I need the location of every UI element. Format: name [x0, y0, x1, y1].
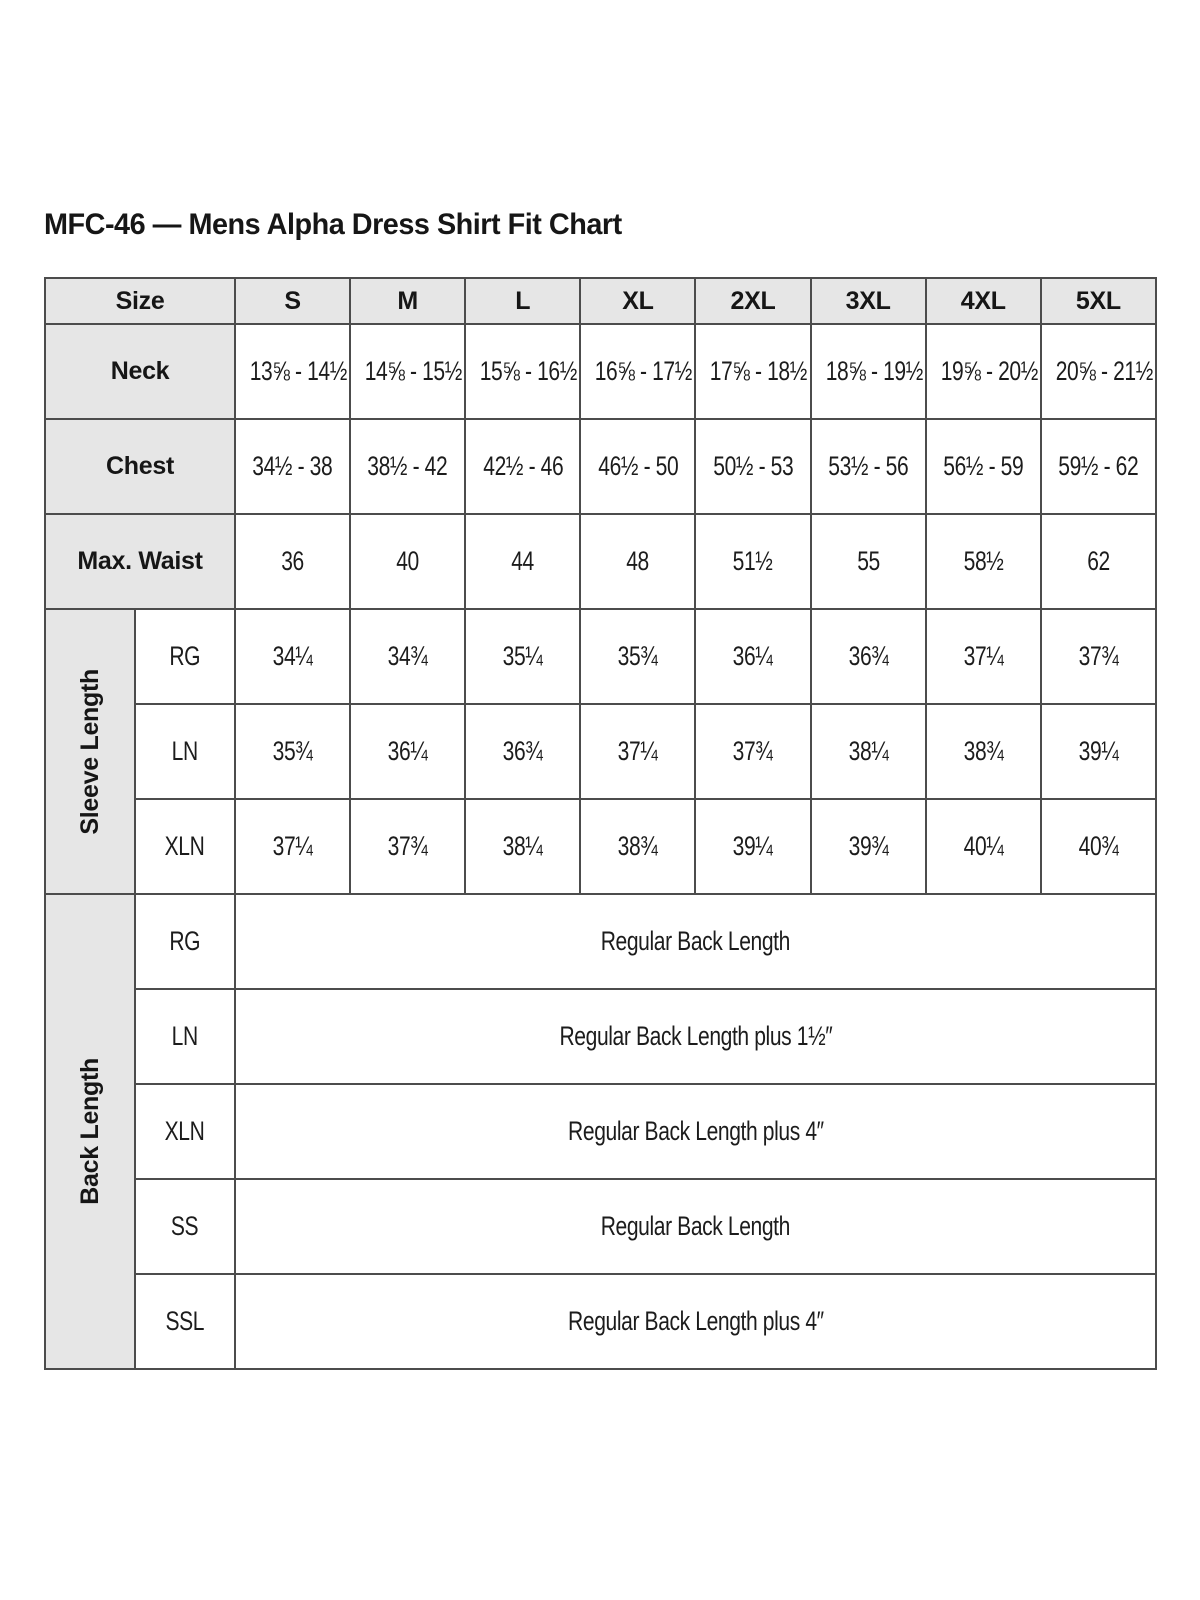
chest-value-cell: [695, 419, 810, 514]
sleeve-value: 37¼: [617, 736, 658, 766]
sleeve-xln-row: [45, 799, 1156, 894]
chest-value: 56½ - 59: [943, 451, 1024, 481]
neck-value-cell: [580, 324, 695, 419]
row-label-neck: [45, 324, 235, 419]
chest-value-cell: [350, 419, 465, 514]
sleeve-value: 39¼: [733, 831, 773, 861]
sleeve-value-cell: [811, 704, 926, 799]
waist-value: 40: [396, 546, 420, 576]
neck-value: 19⅝ - 20½: [940, 356, 1038, 386]
sleeve-value-cell: [1041, 799, 1156, 894]
chest-value-cell: [580, 419, 695, 514]
sleeve-value: 38¾: [617, 831, 658, 861]
waist-value-cell: [580, 514, 695, 609]
back-code: XLN: [165, 1116, 205, 1146]
back-code: RG: [169, 926, 201, 956]
sleeve-value: 39¾: [848, 831, 889, 861]
row-label: Neck: [110, 357, 170, 385]
sleeve-value: 34¼: [272, 641, 313, 671]
neck-value: 17⅝ - 18½: [710, 356, 808, 386]
chest-value-cell: [926, 419, 1041, 514]
sleeve-value-cell: [235, 704, 350, 799]
back-desc-cell: [235, 1084, 1156, 1179]
size-label: M: [397, 286, 418, 315]
sleeve-value: 36¼: [733, 641, 773, 671]
sleeve-code-cell: [135, 609, 235, 704]
waist-value: 51½: [733, 546, 773, 576]
waist-value-cell: [926, 514, 1041, 609]
neck-value-cell: [695, 324, 810, 419]
waist-value-cell: [695, 514, 810, 609]
size-label: XL: [622, 286, 654, 315]
sleeve-value-cell: [580, 609, 695, 704]
sleeve-value: 37¼: [963, 641, 1004, 671]
sleeve-value: 38¾: [963, 736, 1004, 766]
sleeve-value-cell: [350, 609, 465, 704]
chest-value-cell: [465, 419, 580, 514]
sleeve-value-cell: [926, 799, 1041, 894]
back-desc: Regular Back Length plus 4″: [567, 1306, 824, 1336]
page-title: MFC-46 — Mens Alpha Dress Shirt Fit Chart: [44, 208, 622, 241]
waist-value: 36: [281, 546, 304, 576]
chest-value: 42½ - 46: [482, 451, 563, 481]
sleeve-value: 35¾: [617, 641, 658, 671]
size-col-header-s: [235, 278, 350, 324]
neck-value-cell: [465, 324, 580, 419]
sleeve-value: 39¼: [1078, 736, 1119, 766]
sleeve-ln-row: [45, 704, 1156, 799]
back-desc-cell: [235, 989, 1156, 1084]
row-label-chest: [45, 419, 235, 514]
neck-value: 13⅝ - 14½: [249, 356, 347, 386]
sleeve-value: 36¾: [848, 641, 889, 671]
fit-chart-table: [44, 277, 1157, 1370]
sleeve-value-cell: [926, 609, 1041, 704]
sleeve-code: RG: [169, 641, 201, 671]
sleeve-value-cell: [811, 799, 926, 894]
sleeve-value-cell: [695, 704, 810, 799]
sleeve-value: 36¼: [387, 736, 428, 766]
back-code-cell: [135, 894, 235, 989]
sleeve-value: 38¼: [502, 831, 543, 861]
sleeve-value: 40¼: [963, 831, 1004, 861]
sleeve-value-cell: [695, 609, 810, 704]
size-label: L: [515, 286, 531, 315]
size-label: 3XL: [845, 286, 891, 315]
sleeve-value: 37¾: [733, 736, 773, 766]
size-col-header-l: [465, 278, 580, 324]
sleeve-value: 40¾: [1078, 831, 1119, 861]
size-col-header-xl: [580, 278, 695, 324]
chest-value: 46½ - 50: [597, 451, 678, 481]
sleeve-value-cell: [235, 609, 350, 704]
sleeve-value-cell: [695, 799, 810, 894]
chest-value-cell: [1041, 419, 1156, 514]
neck-value-cell: [811, 324, 926, 419]
waist-value: 55: [856, 546, 880, 576]
sleeve-value-cell: [465, 704, 580, 799]
vertical-label-wrap: [46, 669, 134, 835]
vertical-label-wrap: [46, 1058, 134, 1205]
size-col-header-3xl: [811, 278, 926, 324]
size-col-header-5xl: [1041, 278, 1156, 324]
back-code-cell: [135, 1274, 235, 1369]
neck-value: 14⅝ - 15½: [364, 356, 463, 386]
size-col-header-4xl: [926, 278, 1041, 324]
chest-row: [45, 419, 1156, 514]
neck-value-cell: [1041, 324, 1156, 419]
sleeve-value: 34¾: [387, 641, 428, 671]
neck-value-cell: [350, 324, 465, 419]
neck-value: 18⅝ - 19½: [825, 356, 923, 386]
sleeve-value: 35¼: [502, 641, 543, 671]
back-xln-row: [45, 1084, 1156, 1179]
sleeve-value-cell: [926, 704, 1041, 799]
sleeve-value-cell: [465, 609, 580, 704]
back-ss-row: [45, 1179, 1156, 1274]
sleeve-value-cell: [1041, 704, 1156, 799]
waist-value: 44: [511, 546, 535, 576]
waist-row: [45, 514, 1156, 609]
sleeve-code: LN: [171, 736, 199, 766]
sleeve-value-cell: [235, 799, 350, 894]
back-desc: Regular Back Length plus 1½″: [559, 1021, 832, 1051]
size-label: S: [284, 286, 301, 315]
back-rg-row: [45, 894, 1156, 989]
row-label: Max. Waist: [77, 547, 203, 575]
size-col-header-m: [350, 278, 465, 324]
sleeve-value-cell: [580, 704, 695, 799]
row-label: Chest: [106, 452, 174, 480]
size-label: 5XL: [1075, 286, 1121, 315]
back-ln-row: [45, 989, 1156, 1084]
sleeve-value: 37¼: [272, 831, 313, 861]
neck-row: [45, 324, 1156, 419]
back-code: SSL: [165, 1306, 205, 1336]
waist-value-cell: [350, 514, 465, 609]
back-length-vertical-label-cell: [45, 894, 135, 1369]
back-desc-cell: [235, 1274, 1156, 1369]
back-ssl-row: [45, 1274, 1156, 1369]
sleeve-code-cell: [135, 799, 235, 894]
sleeve-length-vertical-label-cell: [45, 609, 135, 894]
back-code-cell: [135, 989, 235, 1084]
sleeve-value: 37¾: [387, 831, 428, 861]
waist-value: 62: [1087, 546, 1110, 576]
neck-value: 20⅝ - 21½: [1055, 356, 1153, 386]
chest-value: 50½ - 53: [713, 451, 794, 481]
size-label: 4XL: [960, 286, 1006, 315]
sleeve-code: XLN: [165, 831, 205, 861]
sleeve-value-cell: [350, 799, 465, 894]
back-code: SS: [171, 1211, 199, 1241]
sleeve-value-cell: [465, 799, 580, 894]
size-label: 2XL: [730, 286, 776, 315]
waist-value: 48: [626, 546, 650, 576]
chest-value: 38½ - 42: [367, 451, 448, 481]
waist-value-cell: [235, 514, 350, 609]
sleeve-length-vertical-label: Sleeve Length: [75, 668, 104, 835]
chest-value: 34½ - 38: [252, 451, 333, 481]
sleeve-value: 37¾: [1078, 641, 1119, 671]
chest-value-cell: [811, 419, 926, 514]
size-header-row: [45, 278, 1156, 324]
neck-value: 16⅝ - 17½: [595, 356, 693, 386]
sleeve-rg-row: [45, 609, 1156, 704]
sleeve-value-cell: [350, 704, 465, 799]
back-desc: Regular Back Length: [600, 926, 791, 956]
sleeve-value-cell: [1041, 609, 1156, 704]
row-label-max-waist: [45, 514, 235, 609]
waist-value-cell: [465, 514, 580, 609]
chest-value: 53½ - 56: [828, 451, 909, 481]
sleeve-value-cell: [580, 799, 695, 894]
sleeve-value: 36¾: [502, 736, 543, 766]
neck-value-cell: [926, 324, 1041, 419]
back-desc: Regular Back Length plus 4″: [567, 1116, 824, 1146]
back-desc-cell: [235, 1179, 1156, 1274]
chest-value-cell: [235, 419, 350, 514]
waist-value: 58½: [963, 546, 1004, 576]
sleeve-value: 38¼: [848, 736, 889, 766]
back-length-vertical-label: Back Length: [75, 1058, 104, 1205]
back-code: LN: [171, 1021, 199, 1051]
back-desc: Regular Back Length: [600, 1211, 791, 1241]
sleeve-value-cell: [811, 609, 926, 704]
size-header-cell: [45, 278, 235, 324]
back-code-cell: [135, 1084, 235, 1179]
waist-value-cell: [811, 514, 926, 609]
size-header-label: Size: [115, 286, 165, 315]
size-col-header-2xl: [695, 278, 810, 324]
sleeve-value: 35¾: [272, 736, 313, 766]
chest-value: 59½ - 62: [1058, 451, 1139, 481]
neck-value: 15⅝ - 16½: [479, 356, 578, 386]
waist-value-cell: [1041, 514, 1156, 609]
sleeve-code-cell: [135, 704, 235, 799]
neck-value-cell: [235, 324, 350, 419]
back-desc-cell: [235, 894, 1156, 989]
back-code-cell: [135, 1179, 235, 1274]
